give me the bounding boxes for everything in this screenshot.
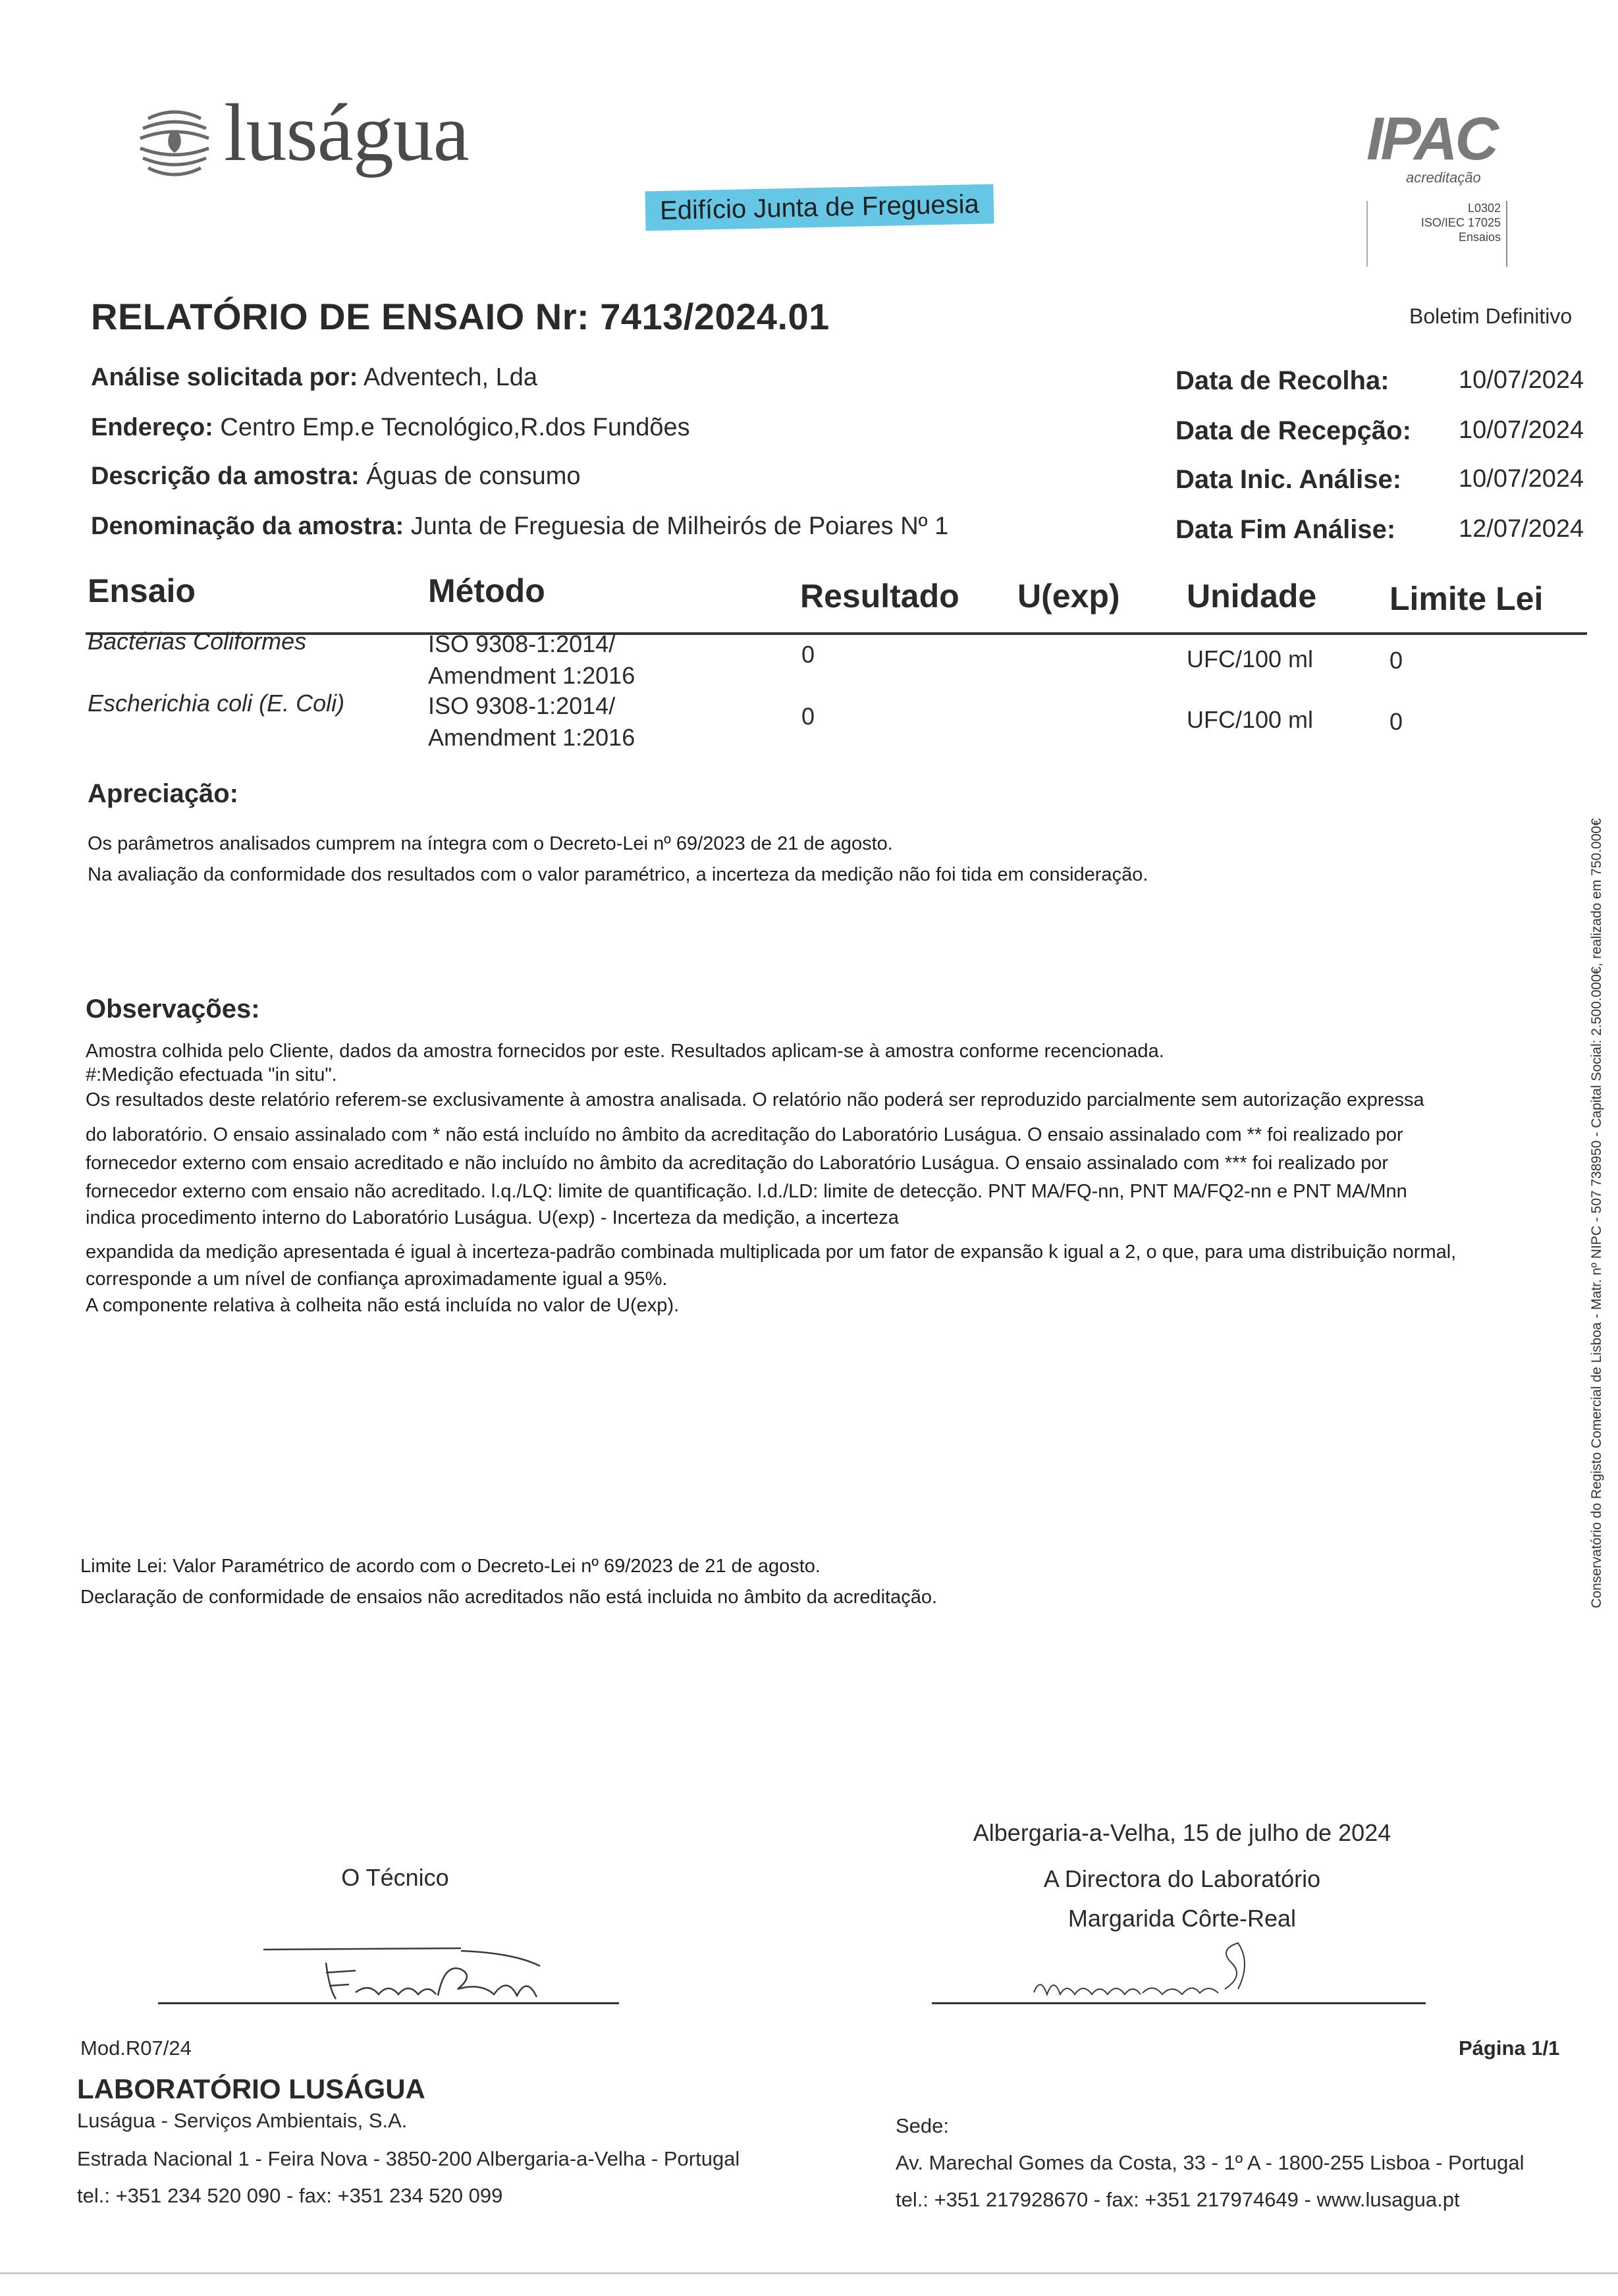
directora-name: Margarida Côrte-Real: [1067, 1905, 1297, 1932]
sede-label: Sede:: [896, 2114, 950, 2137]
row1-metodo-line2: Amendment 1:2016: [428, 662, 635, 689]
ipac-logo: IPAC: [1366, 105, 1496, 173]
info-label: Análise solicitada por:: [91, 364, 358, 391]
date-label-inicio: Data Inic. Análise:: [1175, 465, 1402, 494]
directora-label: A Directora do Laboratório: [1043, 1865, 1321, 1892]
company-logo: [135, 88, 504, 198]
info-description: [91, 462, 581, 491]
ipac-standard: ISO/IEC 17025: [1420, 216, 1501, 229]
row2-limite: 0: [1389, 708, 1403, 735]
info-value: Centro Emp.e Tecnológico,R.dos Fundões: [220, 414, 690, 441]
observacoes-line: A componente relativa à colheita não está incluída no valor de U(exp).: [86, 1295, 680, 1316]
observacoes-line: #:Medição efectuada "in situ".: [86, 1064, 337, 1085]
observacoes-title: Observações:: [86, 995, 260, 1024]
header-uexp: U(exp): [1017, 578, 1120, 615]
row2-metodo-line1: ISO 9308-1:2014/: [428, 692, 616, 719]
registry-side-note: Conservatório do Registo Comercial de Lisboa - Matr. nº NIPC - 507 738950 - Capital Social: 2.500.000€, realizado em 750.000€: [1589, 818, 1604, 1608]
row1-resultado: 0: [801, 641, 815, 668]
sede-address: Av. Marechal Gomes da Costa, 33 - 1º A - 1800-255 Lisboa - Portugal: [896, 2151, 1524, 2174]
info-label: Descrição da amostra:: [91, 462, 360, 490]
info-value: Junta de Freguesia de Milheirós de Poiares Nº 1: [410, 512, 949, 540]
header-limite: Limite Lei: [1389, 580, 1544, 617]
date-value-recepcao: 10/07/2024: [1459, 416, 1584, 444]
date-value-inicio: 10/07/2024: [1459, 465, 1584, 493]
brand-name: luságua: [224, 88, 469, 178]
date-value-fim: 12/07/2024: [1459, 515, 1584, 543]
date-label-recolha: Data de Recolha:: [1175, 366, 1389, 395]
info-denomination: [91, 512, 948, 541]
tecnico-label: O Técnico: [341, 1864, 449, 1891]
observacoes-line: fornecedor externo com ensaio não acreditado. l.q./LQ: limite de quantificação. l.d./LD: limite de detecção. PNT MA/FQ-nn, PNT MA/FQ2-nn e PNT MA/Mnn: [86, 1181, 1407, 1202]
accreditation-badge: [1366, 105, 1518, 267]
sede-phones: tel.: +351 217928670 - fax: +351 217974649 - www.lusagua.pt: [896, 2188, 1460, 2211]
observacoes-line: fornecedor externo com ensaio acreditado e não incluído no âmbito da acreditação do Laboratório Luságua. O ensaio assinalado com *** foi realizado por: [86, 1153, 1389, 1174]
observacoes-line: indica procedimento interno do Laboratório Luságua. U(exp) - Incerteza da medição, a incerteza: [86, 1207, 899, 1228]
info-value: Adventech, Lda: [363, 364, 538, 391]
row1-limite: 0: [1389, 647, 1403, 674]
highlighted-note: Edifício Junta de Freguesia: [645, 184, 994, 231]
apreciacao-line: Na avaliação da conformidade dos resultados com o valor paramétrico, a incerteza da medição não foi tida em consideração.: [88, 864, 1148, 885]
report-title: RELATÓRIO DE ENSAIO Nr: 7413/2024.01: [91, 296, 830, 337]
limite-note: Declaração de conformidade de ensaios não acreditados não está incluida no âmbito da acreditação.: [80, 1587, 938, 1608]
row2-resultado: 0: [801, 703, 815, 730]
tecnico-signature-line: [158, 2002, 619, 2004]
table-header-rule: [86, 632, 1587, 635]
lab-name: LABORATÓRIO LUSÁGUA: [77, 2073, 425, 2104]
company-name: Luságua - Serviços Ambientais, S.A.: [77, 2109, 408, 2132]
water-drop-logo-icon: [135, 99, 214, 191]
row2-metodo-line2: Amendment 1:2016: [428, 724, 635, 751]
row1-ensaio: Bactérias Coliformes: [88, 628, 307, 655]
info-value: Águas de consumo: [366, 462, 581, 490]
ipac-scope: Ensaios: [1458, 231, 1501, 244]
date-value-recolha: 10/07/2024: [1459, 366, 1584, 394]
observacoes-line: corresponde a um nível de confiança aproximadamente igual a 95%.: [86, 1269, 668, 1290]
observacoes-line: Amostra colhida pelo Cliente, dados da amostra fornecidos por este. Resultados aplicam-se à amostra conforme recencionada.: [86, 1041, 1164, 1062]
scan-edge: [0, 2272, 1618, 2274]
ipac-details: [1366, 201, 1507, 267]
apreciacao-title: Apreciação:: [88, 779, 238, 808]
report-status: Boletim Definitivo: [1409, 304, 1573, 328]
observacoes-line: expandida da medição apresentada é igual à incerteza-padrão combinada multiplicada por um fator de expansão k igual a 2, o que, para uma distribuição normal,: [86, 1242, 1457, 1263]
row2-unidade: UFC/100 ml: [1187, 706, 1314, 733]
place-date: Albergaria-a-Velha, 15 de julho de 2024: [973, 1819, 1391, 1846]
info-label: Endereço:: [91, 414, 213, 441]
page-number: Página 1/1: [1459, 2036, 1560, 2060]
model-code: Mod.R07/24: [80, 2036, 192, 2060]
company-phones: tel.: +351 234 520 090 - fax: +351 234 520 099: [77, 2184, 503, 2207]
tecnico-signature: [263, 1936, 553, 2009]
info-address: [91, 414, 690, 442]
header-unidade: Unidade: [1187, 578, 1317, 615]
directora-signature: [1027, 1936, 1264, 2009]
observacoes-line: Os resultados deste relatório referem-se exclusivamente à amostra analisada. O relatório não poderá ser reproduzido parcialmente sem autorização expressa: [86, 1089, 1424, 1110]
observacoes-line: do laboratório. O ensaio assinalado com * não está incluído no âmbito da acreditação do Laboratório Luságua. O ensaio assinalado com ** foi realizado por: [86, 1124, 1403, 1145]
limite-note: Limite Lei: Valor Paramétrico de acordo com o Decreto-Lei nº 69/2023 de 21 de agosto.: [80, 1556, 821, 1577]
date-label-recepcao: Data de Recepção:: [1175, 416, 1411, 445]
header-metodo: Método: [428, 572, 545, 609]
ipac-subtitle: acreditação: [1406, 169, 1481, 186]
ipac-code: L0302: [1467, 202, 1501, 215]
header-resultado: Resultado: [800, 578, 959, 615]
info-label: Denominação da amostra:: [91, 512, 404, 540]
row2-ensaio: Escherichia coli (E. Coli): [88, 690, 345, 717]
info-requested-by: [91, 364, 537, 392]
company-address: Estrada Nacional 1 - Feira Nova - 3850-200 Albergaria-a-Velha - Portugal: [77, 2147, 740, 2170]
row1-metodo-line1: ISO 9308-1:2014/: [428, 630, 616, 657]
directora-signature-line: [932, 2002, 1426, 2004]
apreciacao-line: Os parâmetros analisados cumprem na íntegra com o Decreto-Lei nº 69/2023 de 21 de agosto.: [88, 833, 893, 854]
header-ensaio: Ensaio: [88, 572, 196, 609]
row1-unidade: UFC/100 ml: [1187, 645, 1314, 672]
date-label-fim: Data Fim Análise:: [1175, 515, 1396, 544]
